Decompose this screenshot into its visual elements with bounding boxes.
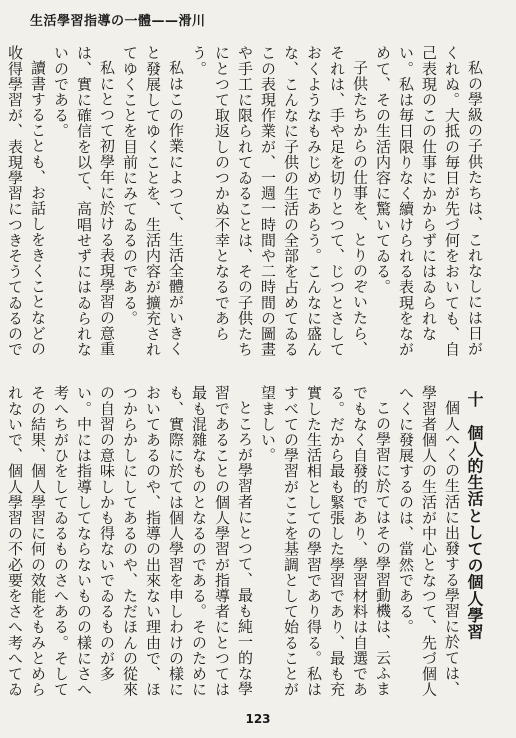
section-heading: 十 個人的生活としての個人學習 (465, 391, 484, 640)
upper-text-block (6, 45, 486, 370)
paragraph: 子供たちからの仕事を、とりのぞいたら、それは、手や足を切りとつて、じつとさしておくようなもみじめであらう。こんなに盛んな、こんなに子供の生活の全部を占めてゐるこの表現作業が、一週一時間や二時間の圖畫や手工に限られてゐることは、その子供たちにとつて取返しのつかぬ不幸となるであらう。 (190, 45, 369, 357)
paragraph: ところが學習者にとつて、最も純一的な學習であることの個人學習が指導者にとつては最も混雜なものとなるのである。そのためにも、實際に於ては個人學習を申しわけの樣においてあるのや、指導の出來ない理由で、ほつからかしにしてあるのや、ただほんの從來の自習の意味しかも得ないでゐるものが多い。中には指導してならないものの樣にさへ考へちがひをしてゐるものさへある。そしてその結果、個人學習に何の效能をもみとめられないで、個人學習の不必要をさへ考へてゐ (6, 385, 254, 697)
paragraph: 私にとつて初學年に於ける表現學習の意重は、實に確信を以て、高唱せずにはゐられないのである。 (52, 45, 116, 357)
lower-text-block (6, 385, 486, 705)
paragraph: 私の學級の子供たちは、これなしには日がくれぬ。大抵の毎日が先づ何をおいても、自己表現のこの仕事にかからずにはゐられない。私は毎日限りなく續けられる表現をながめて、その生活内容に驚いてゐる。 (374, 45, 484, 357)
page-number: 123 (245, 712, 271, 726)
paragraph: 讀書することも、お話しをきくことなどの收得學習が、表現學習につきそうてゐるので (6, 45, 47, 357)
paragraph: 私はこの作業によつて、生活全體がいきくと發展してゆくことを、生活内容が擴充されてゆくことを目前にみてゐるのである。 (121, 45, 185, 357)
running-header: 生活學習指導の一體——滑川 (30, 14, 206, 29)
paragraph: この學習に於てはその學習動機は、云ふまでもなく自發的であり、學習材料は自選である。だから最も緊張した學習であり、最も充實した生活相としての學習であり得る。私はすべての學習がここを基調として始ることが望ましい。 (259, 385, 392, 697)
paragraph: 個人へくの生活に出發する學習に於ては、學習者個人の生活が中心となつて、先づ個人へくに發展するのは、當然である。 (397, 385, 461, 697)
